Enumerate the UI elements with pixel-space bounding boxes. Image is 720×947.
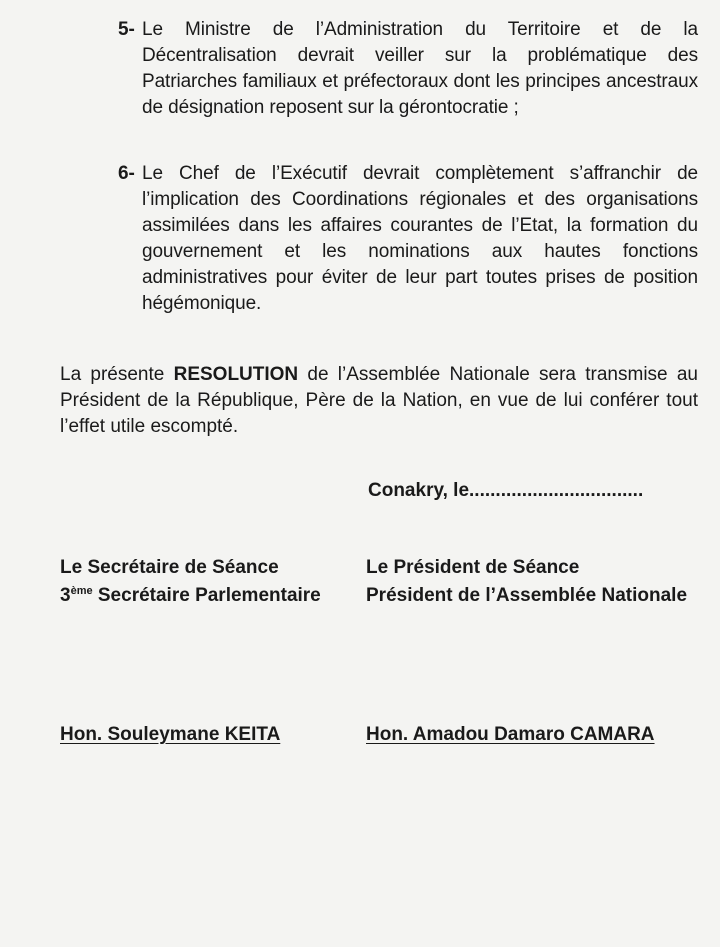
list-item-6 xyxy=(118,161,698,317)
signatory-role: Le Président de Séance xyxy=(366,557,580,578)
item-text: Le Chef de l’Exécutif devrait complètement s’affranchir de l’implication des Coordinations régionales et des organisations assimilées dans les affaires courantes de l’Etat, la formation du gouvernement et les nominations aux hautes fonctions administratives pour éviter de leur part toutes prises de position hégémonique. xyxy=(142,163,698,314)
signatory-role: Le Secrétaire de Séance xyxy=(60,557,279,578)
signatory-name-right: Hon. Amadou Damaro CAMARA xyxy=(366,724,655,745)
resolution-keyword: RESOLUTION xyxy=(173,364,299,385)
title-ordinal: 3 xyxy=(60,585,71,606)
item-number: 5- xyxy=(118,19,135,40)
item-text: Le Ministre de l’Administration du Territoire et de la Décentralisation devrait veiller sur la problématique des Patriarches familiaux et préfectoraux dont les principes ancestraux de désignation reposent sur la gérontocratie ; xyxy=(142,19,698,118)
place-date-line: Conakry, le................................. xyxy=(368,480,644,501)
signatory-right xyxy=(366,554,687,610)
signatory-title xyxy=(60,582,321,610)
item-number: 6- xyxy=(118,163,135,184)
list-item-5 xyxy=(118,17,698,121)
resolution-text-before: La présente xyxy=(60,364,174,385)
signatory-name-left: Hon. Souleymane KEITA xyxy=(60,724,281,745)
resolution-text-after: de l’Assemblée Nationale sera transmise au Président de la République, Père de la Nation, en vue de lui conférer tout l’effet utile escompté. xyxy=(60,364,698,437)
title-ordinal-suffix: ème xyxy=(70,585,93,597)
title-rest: Secrétaire Parlementaire xyxy=(92,585,321,606)
signatory-title: Président de l’Assemblée Nationale xyxy=(366,585,688,606)
resolution-paragraph xyxy=(60,362,698,440)
signatory-left xyxy=(60,554,321,610)
